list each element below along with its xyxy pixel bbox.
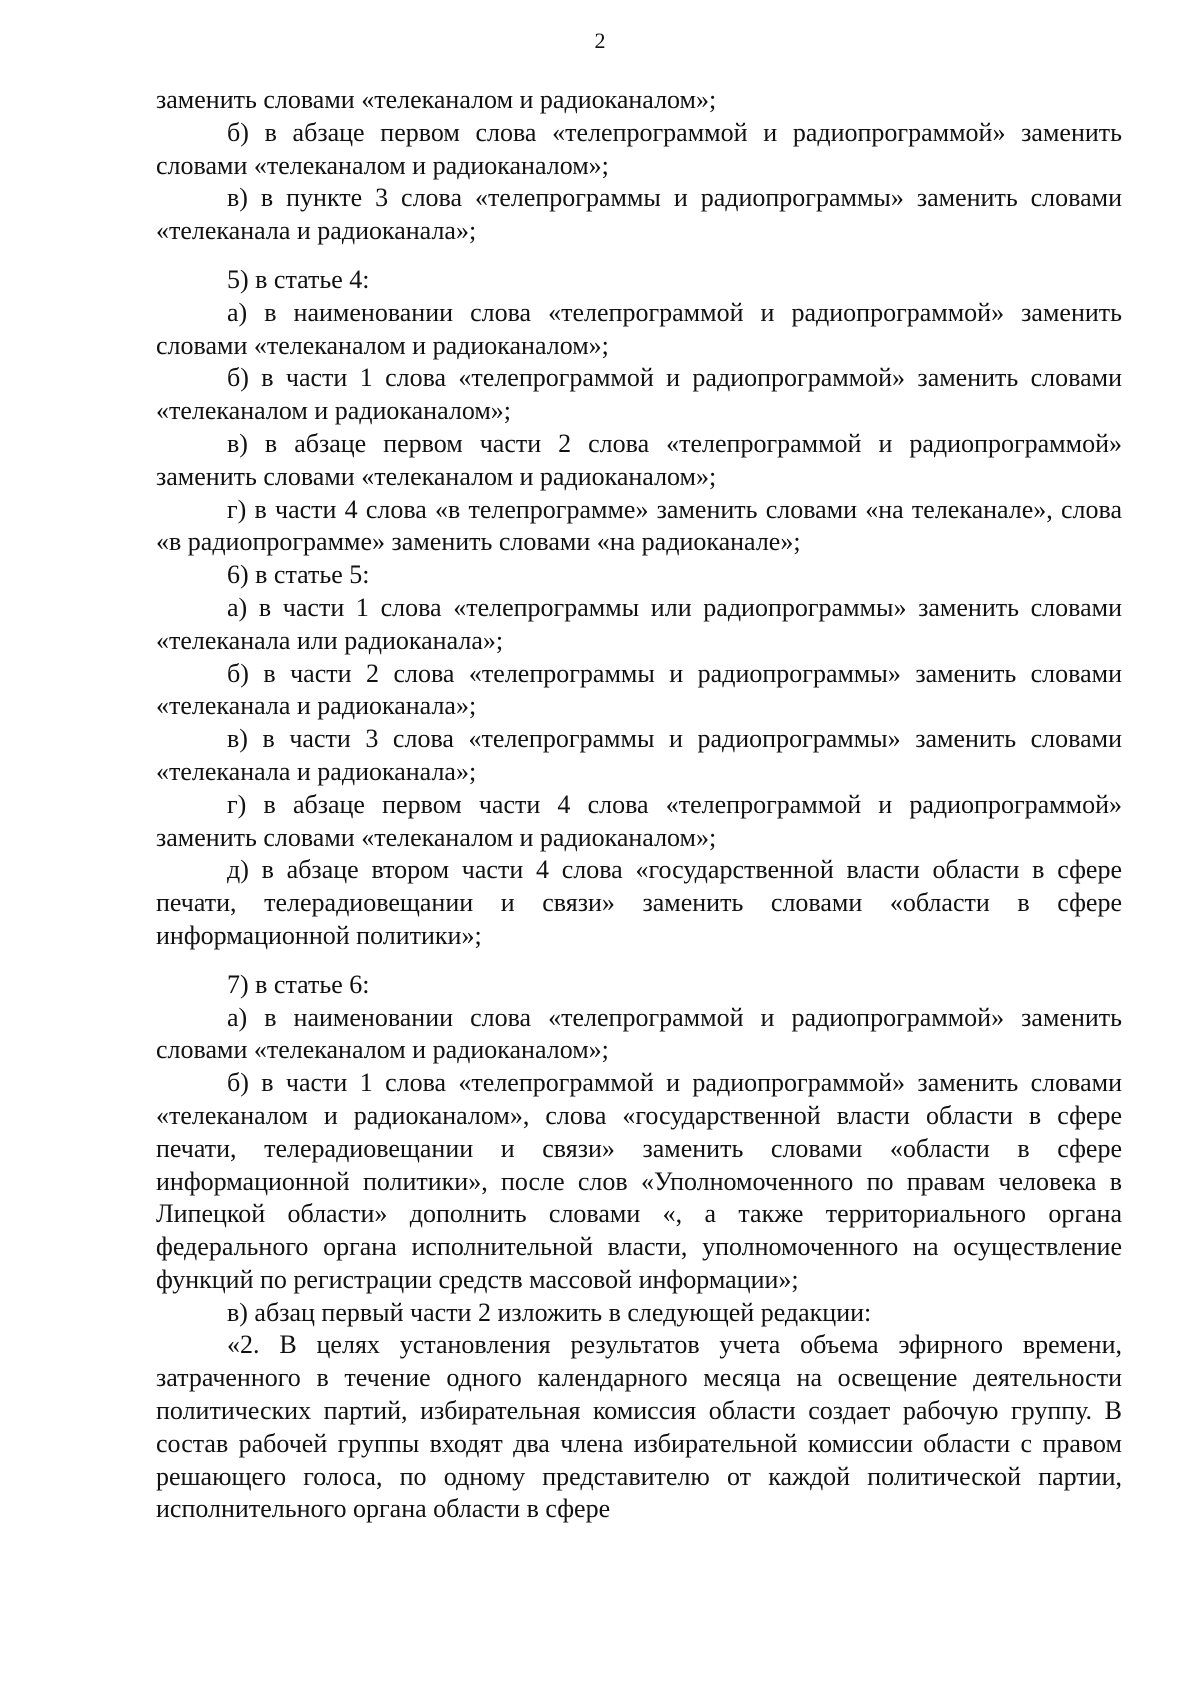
paragraph-text: в) в пункте 3 слова «телепрограммы и радиопрограммы» заменить словами «телеканала и радиоканала»; bbox=[156, 183, 1122, 246]
paragraph-text: б) в части 2 слова «телепрограммы и радиопрограммы» заменить словами «телеканала и радиоканала»; bbox=[156, 658, 1122, 721]
paragraph-text: б) в части 1 слова «телепрограммой и радиопрограммой» заменить словами «телеканалом и радиоканалом», слова «государственной власти области в сфере печати, телерадиовещании и связи» заменить словами «области в сфере информационной политики», после слов «Уполномоченного по правам человека в Липецкой области» дополнить словами «, а также территориального органа федерального органа исполнительной власти, уполномоченного на осуществление функций по регистрации средств массовой информации»; bbox=[156, 1068, 1122, 1294]
paragraph-text: б) в абзаце первом слова «телепрограммой и радиопрограммой» заменить словами «телеканалом и радиоканалом»; bbox=[156, 117, 1122, 180]
paragraph-text: д) в абзаце втором части 4 слова «государственной власти области в сфере печати, телерадиовещании и связи» заменить словами «области в сфере информационной политики»; bbox=[156, 855, 1122, 950]
paragraph-text: г) в части 4 слова «в телепрограмме» заменить словами «на телеканале», слова «в радиопрограмме» заменить словами «на радиоканале»; bbox=[156, 494, 1122, 557]
section-heading: 6) в статье 5: bbox=[227, 560, 370, 590]
page-number: 2 bbox=[594, 28, 606, 53]
paragraph-text: а) в части 1 слова «телепрограммы или радиопрограммы» заменить словами «телеканала или радиоканала»; bbox=[156, 592, 1122, 655]
paragraph-text: в) абзац первый части 2 изложить в следующей редакции: bbox=[227, 1297, 872, 1327]
section-heading: 5) в статье 4: bbox=[227, 264, 370, 294]
document-body bbox=[156, 84, 1122, 1526]
paragraph-text: б) в части 1 слова «телепрограммой и радиопрограммой» заменить словами «телеканалом и радиоканалом»; bbox=[156, 363, 1122, 426]
paragraph-text: в) в абзаце первом части 2 слова «телепрограммой и радиопрограммой» заменить словами «телеканалом и радиоканалом»; bbox=[156, 428, 1122, 491]
paragraph-text: а) в наименовании слова «телепрограммой и радиопрограммой» заменить словами «телеканалом и радиоканалом»; bbox=[156, 1002, 1122, 1065]
paragraph-text: г) в абзаце первом части 4 слова «телепрограммой и радиопрограммой» заменить словами «телеканалом и радиоканалом»; bbox=[156, 789, 1122, 852]
paragraph-text: а) в наименовании слова «телепрограммой и радиопрограммой» заменить словами «телеканалом и радиоканалом»; bbox=[156, 297, 1122, 360]
section-heading: 7) в статье 6: bbox=[227, 969, 370, 999]
paragraph-text: в) в части 3 слова «телепрограммы и радиопрограммы» заменить словами «телеканала и радиоканала»; bbox=[156, 724, 1122, 786]
paragraph-text: заменить словами «телеканалом и радиоканалом»; bbox=[156, 85, 717, 114]
paragraph-text: «2. В целях установления результатов учета объема эфирного времени, затраченного в течение одного календарного месяца на освещение деятельности политических партий, избирательная комиссия области создает рабочую группу. В состав рабочей группы входят два члена избирательной комиссии области с правом решающего голоса, по одному представителю от каждой политической партии, исполнительного органа области в сфере bbox=[156, 1330, 1122, 1524]
